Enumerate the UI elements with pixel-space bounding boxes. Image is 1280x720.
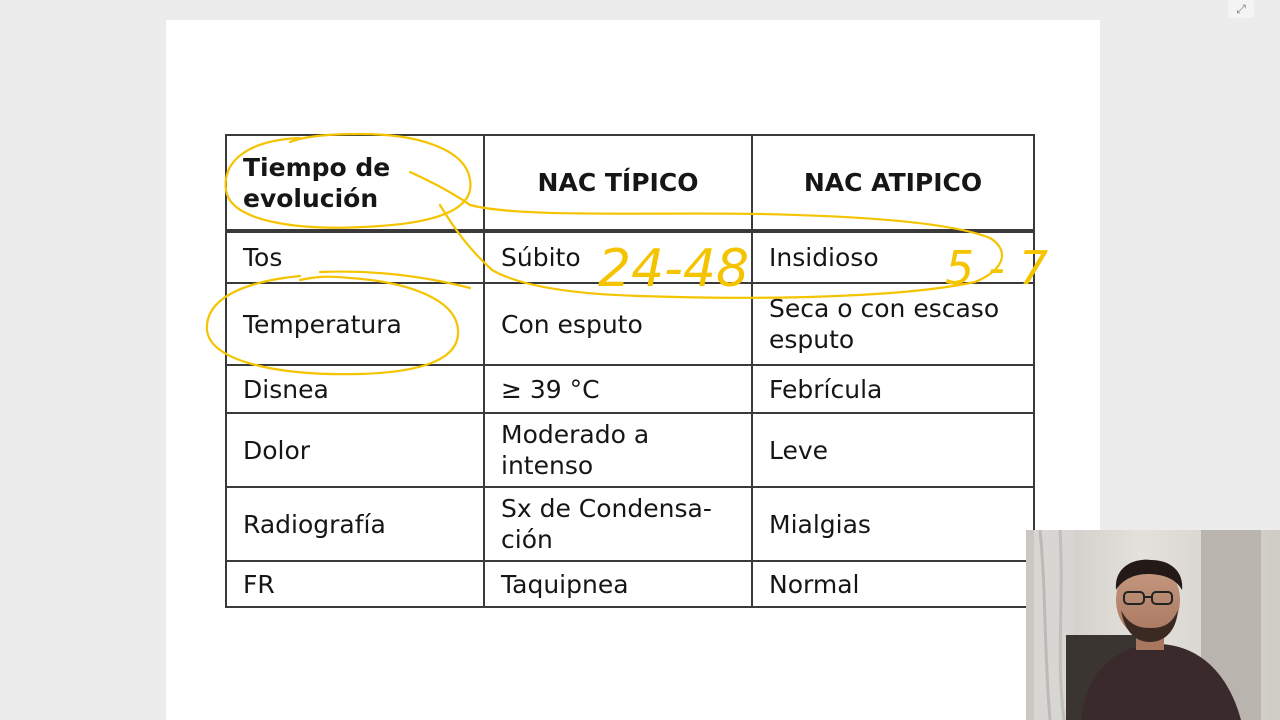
expand-icon[interactable]: ⤢ <box>1228 0 1254 18</box>
table-cell: Tos <box>226 231 484 283</box>
header-nac-atipico: NAC ATIPICO <box>752 135 1034 231</box>
table-cell: Febrícula <box>752 365 1034 413</box>
table-row <box>226 283 1034 365</box>
annotation-handwriting-5-7: 5-7 <box>945 241 1063 295</box>
table-row <box>226 365 1034 413</box>
header-tiempo-evolucion: Tiempo de evolución <box>226 135 484 231</box>
table-row <box>226 231 1034 283</box>
table-cell: Taquipnea <box>484 561 752 607</box>
table-cell: Normal <box>752 561 1034 607</box>
annotation-handwriting-24-48: 24-48 <box>598 239 750 299</box>
table-cell: Sx de Condensa-ción <box>484 487 752 561</box>
table-header-row <box>226 135 1034 231</box>
table-cell: Leve <box>752 413 1034 487</box>
comparison-table <box>225 134 1035 608</box>
webcam-overlay <box>1026 530 1280 720</box>
table-cell: Insidioso <box>752 231 1034 283</box>
table-cell: Radiografía <box>226 487 484 561</box>
table-cell: Seca o con escaso esputo <box>752 283 1034 365</box>
table-cell: Con esputo <box>484 283 752 365</box>
table-cell: Temperatura <box>226 283 484 365</box>
table-cell: ≥ 39 °C <box>484 365 752 413</box>
presenter-video <box>1026 530 1280 720</box>
table-cell: Dolor <box>226 413 484 487</box>
table-row <box>226 413 1034 487</box>
table-cell: Disnea <box>226 365 484 413</box>
table-row <box>226 561 1034 607</box>
table-cell: FR <box>226 561 484 607</box>
header-nac-tipico: NAC TÍPICO <box>484 135 752 231</box>
table-cell: Moderado a intenso <box>484 413 752 487</box>
comparison-table-container <box>225 134 1033 608</box>
table-cell: Súbito <box>484 231 752 283</box>
table-cell: Mialgias <box>752 487 1034 561</box>
table-row <box>226 487 1034 561</box>
